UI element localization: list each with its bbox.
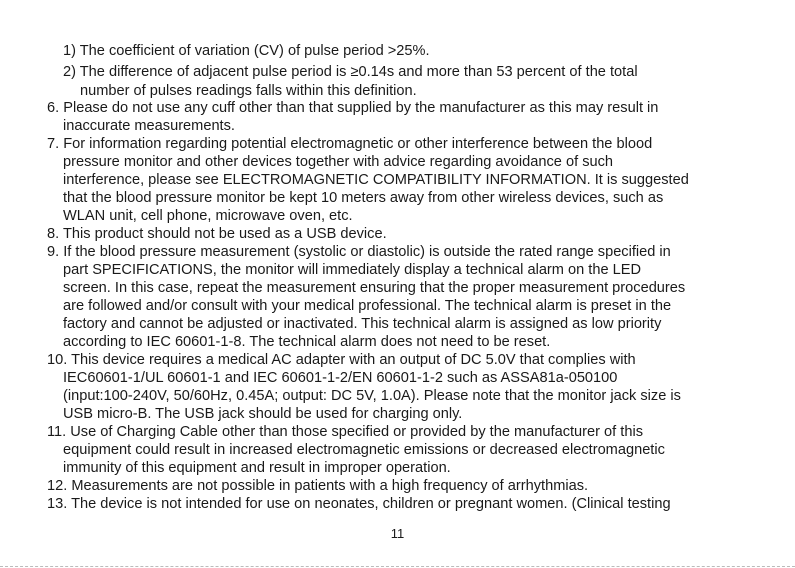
- text-line: that the blood pressure monitor be kept 10 meters away from other wireless devices, such as: [63, 190, 664, 206]
- text-line: pressure monitor and other devices together with advice regarding avoidance of such: [63, 154, 614, 170]
- text-line: USB micro-B. The USB jack should be used for charging only.: [63, 406, 463, 422]
- text-line: 2) The difference of adjacent pulse period is ≥0.14s and more than 53 percent of the total: [63, 64, 638, 80]
- text-line: (input:100-240V, 50/60Hz, 0.45A; output: DC 5V, 1.0A). Please note that the monitor jack size is: [63, 388, 681, 404]
- page-number: 11: [390, 526, 405, 541]
- text-line: IEC60601-1/UL 60601-1 and IEC 60601-1-2/EN 60601-1-2 such as ASSA81a-050100: [63, 370, 618, 386]
- text-line: screen. In this case, repeat the measurement ensuring that the proper measurement procedures: [63, 280, 686, 296]
- text-line: immunity of this equipment and result in improper operation.: [63, 460, 451, 476]
- text-line: interference, please see ELECTROMAGNETIC COMPATIBILITY INFORMATION. It is suggested: [63, 172, 689, 188]
- text-line: 12. Measurements are not possible in patients with a high frequency of arrhythmias.: [47, 478, 589, 494]
- text-line: according to IEC 60601-1-8. The technical alarm does not need to be reset.: [63, 334, 551, 350]
- text-line: 8. This product should not be used as a USB device.: [47, 226, 387, 242]
- text-line: 1) The coefficient of variation (CV) of pulse period >25%.: [63, 43, 430, 59]
- text-line: equipment could result in increased electromagnetic emissions or decreased electromagnetic: [63, 442, 665, 458]
- text-line: 11. Use of Charging Cable other than those specified or provided by the manufacturer of this: [47, 424, 643, 440]
- text-line: 13. The device is not intended for use on neonates, children or pregnant women. (Clinical testing: [47, 496, 671, 512]
- text-line: inaccurate measurements.: [63, 118, 235, 134]
- text-line: 6. Please do not use any cuff other than that supplied by the manufacturer as this may result in: [47, 100, 659, 116]
- text-line: number of pulses readings falls within this definition.: [80, 83, 417, 99]
- text-line: WLAN unit, cell phone, microwave oven, etc.: [63, 208, 353, 224]
- text-line: 10. This device requires a medical AC adapter with an output of DC 5.0V that complies with: [47, 352, 636, 368]
- text-line: 7. For information regarding potential electromagnetic or other interference between the blood: [47, 136, 653, 152]
- page-bottom-rule: [0, 566, 795, 567]
- text-line: factory and cannot be adjusted or inactivated. This technical alarm is assigned as low priority: [63, 316, 662, 332]
- text-line: 9. If the blood pressure measurement (systolic or diastolic) is outside the rated range specified in: [47, 244, 671, 260]
- text-line: are followed and/or consult with your medical professional. The technical alarm is preset in the: [63, 298, 672, 314]
- text-line: part SPECIFICATIONS, the monitor will immediately display a technical alarm on the LED: [63, 262, 642, 278]
